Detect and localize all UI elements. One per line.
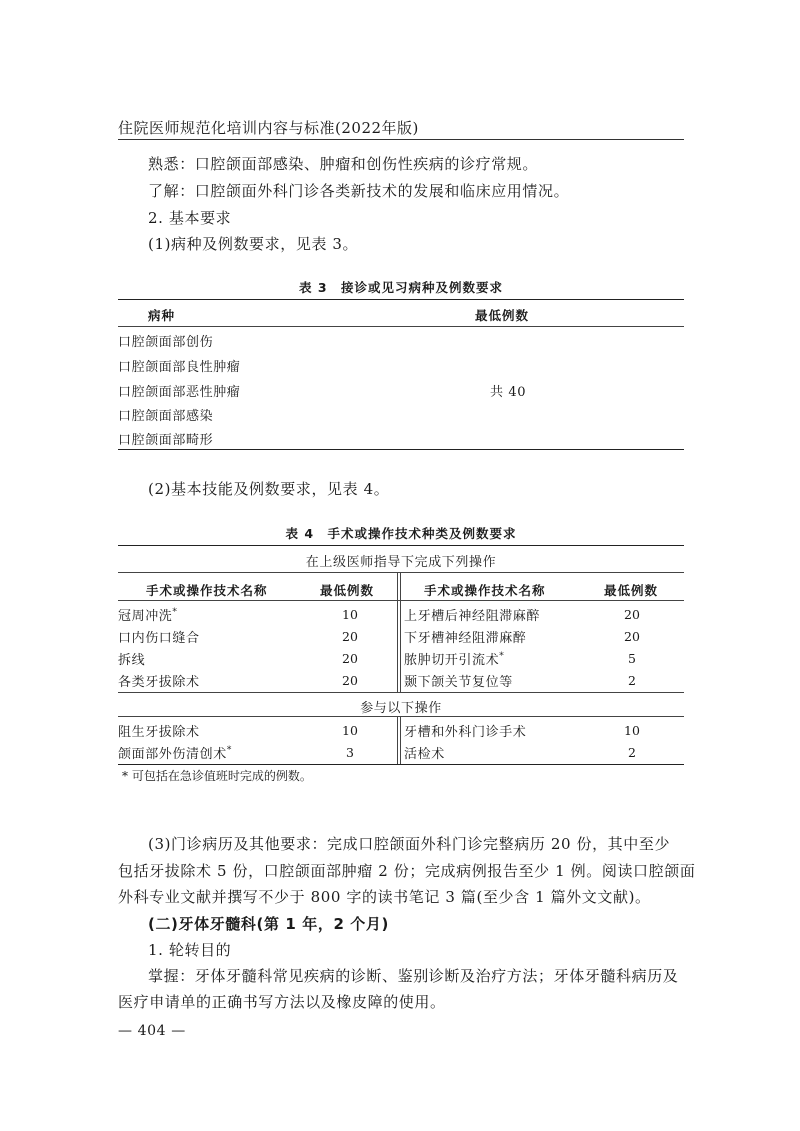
table4-header-min-right: 最低例数 bbox=[604, 583, 659, 598]
table4-row-count: 10 bbox=[342, 607, 358, 622]
table4-header-min-left: 最低例数 bbox=[320, 583, 375, 598]
table4-row-count: 20 bbox=[624, 629, 640, 644]
para2: (2)基本技能及例数要求，见表 4。 bbox=[148, 480, 390, 498]
section-line-2: 医疗申请单的正确书写方法以及橡皮障的使用。 bbox=[118, 993, 446, 1011]
table4-row-name: 拆线 bbox=[118, 653, 146, 668]
table4-row-name: 脓肿切开引流术* bbox=[404, 651, 505, 668]
table4-row-name: 各类牙拔除术 bbox=[118, 675, 200, 690]
table4-divider bbox=[397, 573, 398, 692]
table3-row: 口腔颌面部畸形 bbox=[118, 433, 214, 448]
table3-caption: 表 3 接诊或见习病种及例数要求 bbox=[298, 280, 504, 295]
table4-row-name: 上牙槽后神经阻滞麻醉 bbox=[404, 609, 541, 624]
section-line-1: 掌握：牙体牙髓科常见疾病的诊断、鉴别诊断及治疗方法；牙体牙髓科病历及 bbox=[148, 967, 679, 985]
table3-top-rule bbox=[118, 299, 684, 300]
table4-header-name-left: 手术或操作技术名称 bbox=[146, 583, 268, 598]
table4-row-name: 口内伤口缝合 bbox=[118, 631, 200, 646]
intro-line-3: 2. 基本要求 bbox=[148, 209, 232, 227]
table3-header-disease: 病种 bbox=[148, 308, 176, 323]
table4-divider bbox=[400, 573, 401, 692]
table3-bottom-rule bbox=[118, 449, 684, 450]
table4-rule bbox=[118, 572, 684, 573]
table4-row-name: 下牙槽神经阻滞麻醉 bbox=[404, 631, 527, 646]
table3-row: 口腔颌面部恶性肿瘤 bbox=[118, 385, 241, 400]
table4-divider bbox=[397, 717, 398, 764]
table4-section-participate: 参与以下操作 bbox=[360, 701, 442, 716]
table4-caption: 表 4 手术或操作技术种类及例数要求 bbox=[285, 526, 517, 541]
table3-row: 口腔颌面部感染 bbox=[118, 409, 214, 424]
table4-header-name-right: 手术或操作技术名称 bbox=[424, 583, 546, 598]
table4-row-count: 10 bbox=[342, 723, 358, 738]
table4-row-count: 20 bbox=[342, 651, 358, 666]
table3-total: 共 40 bbox=[490, 385, 527, 400]
para3-line-1: (3)门诊病历及其他要求：完成口腔颌面外科门诊完整病历 20 份，其中至少 bbox=[148, 835, 671, 853]
table3-row: 口腔颌面部创伤 bbox=[118, 335, 214, 350]
table4-top-rule bbox=[118, 545, 684, 546]
table4-row-count: 20 bbox=[342, 629, 358, 644]
section-heading: (二)牙体牙髓科(第 1 年，2 个月) bbox=[148, 915, 389, 933]
table4-section-guided: 在上级医师指导下完成下列操作 bbox=[305, 555, 497, 570]
table4-footnote: * 可包括在急诊值班时完成的例数。 bbox=[122, 769, 312, 783]
table4-row-name: 牙槽和外科门诊手术 bbox=[404, 725, 527, 740]
table3-header-min: 最低例数 bbox=[475, 308, 530, 323]
table4-rule bbox=[118, 600, 684, 601]
running-header: 住院医师规范化培训内容与标准(2022年版) bbox=[118, 119, 419, 137]
table4-row-name: 冠周冲洗* bbox=[118, 607, 178, 624]
table4-row-count: 5 bbox=[628, 651, 636, 666]
table4-divider bbox=[400, 717, 401, 764]
header-rule bbox=[118, 139, 684, 140]
table4-row-count: 3 bbox=[346, 745, 354, 760]
section-subheading: 1. 轮转目的 bbox=[148, 941, 232, 959]
table4-row-name: 颞下颌关节复位等 bbox=[404, 675, 513, 690]
table4-row-count: 20 bbox=[624, 607, 640, 622]
table4-row-count: 2 bbox=[628, 745, 636, 760]
table4-bottom-rule bbox=[118, 764, 684, 765]
intro-line-1: 熟悉：口腔颌面部感染、肿瘤和创伤性疾病的诊疗常规。 bbox=[148, 155, 539, 173]
table4-rule bbox=[118, 692, 684, 693]
intro-line-2: 了解：口腔颌面外科门诊各类新技术的发展和临床应用情况。 bbox=[148, 182, 570, 200]
table4-row-name: 活检术 bbox=[404, 747, 445, 762]
table4-row-count: 10 bbox=[624, 723, 640, 738]
page-number: — 404 — bbox=[118, 1023, 186, 1039]
table4-row-count: 2 bbox=[628, 673, 636, 688]
para3-line-2: 包括牙拔除术 5 份，口腔颌面部肿瘤 2 份；完成病例报告至少 1 例。阅读口腔颌面 bbox=[118, 862, 696, 880]
table4-row-count: 20 bbox=[342, 673, 358, 688]
table4-row-name: 颌面部外伤清创术* bbox=[118, 745, 232, 762]
table4-row-name: 阻生牙拔除术 bbox=[118, 725, 200, 740]
intro-line-4: (1)病种及例数要求，见表 3。 bbox=[148, 235, 359, 253]
table3-header-rule bbox=[118, 326, 684, 327]
para3-line-3: 外科专业文献并撰写不少于 800 字的读书笔记 3 篇(至少含 1 篇外文文献)。 bbox=[118, 888, 651, 906]
table4-rule bbox=[118, 716, 684, 717]
table3-row: 口腔颌面部良性肿瘤 bbox=[118, 360, 241, 375]
